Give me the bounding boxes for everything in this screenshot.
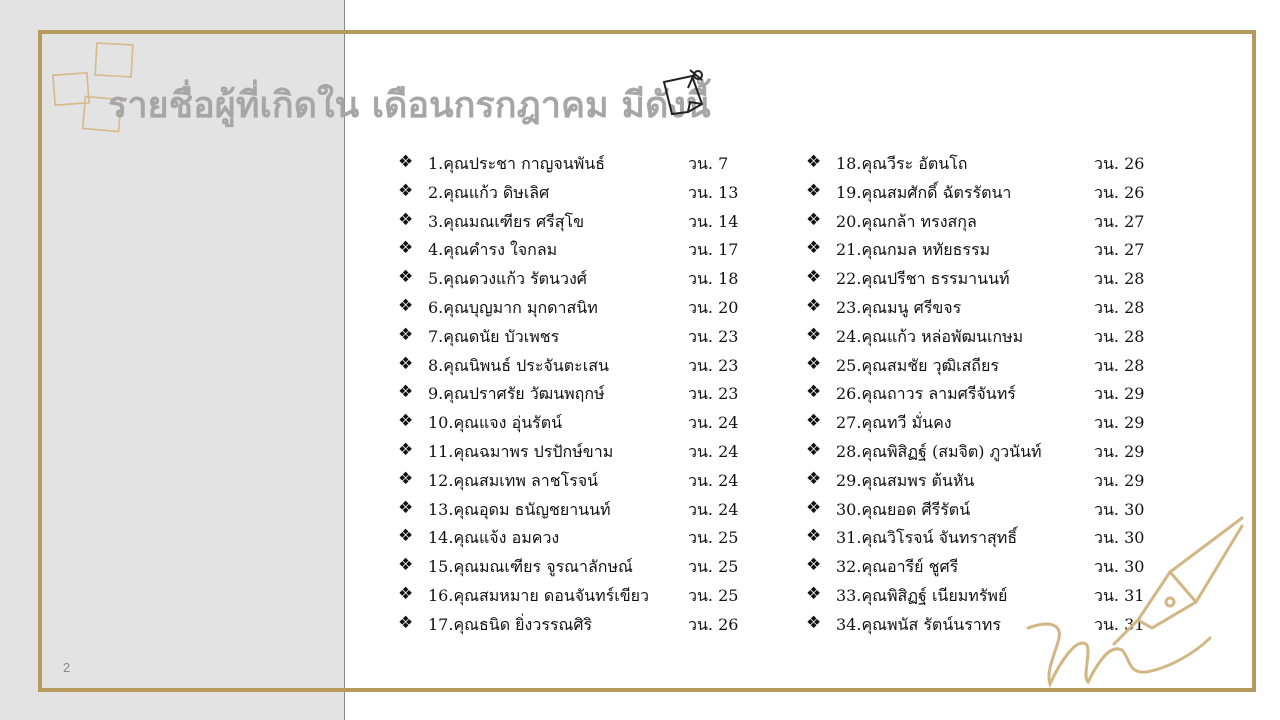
person-name: 21.คุณกมล หทัยธรรม (836, 240, 991, 260)
birth-date: วน. 23 (688, 326, 739, 346)
person-name: 15.คุณมณเฑียร จูรณาลักษณ์ (428, 557, 633, 577)
diamond-bullet-icon: ❖ (806, 152, 822, 172)
birth-date: วน. 28 (1094, 269, 1145, 289)
diamond-bullet-icon: ❖ (806, 295, 822, 316)
birth-date: วน. 23 (688, 355, 739, 375)
person-name: 29.คุณสมพร ต้นหัน (836, 470, 975, 490)
person-name: 12.คุณสมเทพ ลาชโรจน์ (428, 470, 599, 490)
person-name: 3.คุณมณเฑียร ศรีสุโข (428, 211, 585, 231)
diamond-bullet-icon: ❖ (398, 267, 414, 288)
diamond-bullet-icon: ❖ (806, 180, 822, 201)
person-name: 19.คุณสมศักดิ์ ฉัตรรัตนา (836, 182, 1012, 202)
diamond-bullet-icon: ❖ (398, 439, 414, 460)
person-name: 27.คุณทวี มั่นคง (836, 413, 952, 433)
birth-date: วน. 27 (1094, 240, 1145, 260)
diamond-bullet-icon: ❖ (806, 267, 822, 288)
person-name: 9.คุณปราศรัย วัฒนพฤกษ์ (428, 384, 605, 404)
birth-date: วน. 29 (1094, 470, 1145, 490)
person-name: 4.คุณคำรง ใจกลม (428, 240, 558, 260)
diamond-bullet-icon: ❖ (398, 555, 414, 576)
person-name: 16.คุณสมหมาย ดอนจันทร์เขียว (428, 585, 649, 605)
birth-date: วน. 31 (1094, 585, 1145, 605)
person-name: 8.คุณนิพนธ์ ประจันตะเสน (428, 355, 609, 375)
birth-date: วน. 29 (1094, 384, 1145, 404)
birth-date: วน. 28 (1094, 355, 1145, 375)
birth-date: วน. 31 (1094, 614, 1145, 634)
birth-date: วน. 24 (688, 441, 739, 461)
birth-date: วน. 24 (688, 413, 739, 433)
diamond-bullet-icon: ❖ (398, 353, 414, 374)
person-name: 31.คุณวิโรจน์ จันทราสุทธิ์ (836, 528, 1018, 548)
diamond-bullet-icon: ❖ (806, 209, 822, 230)
slide-title: รายชื่อผู้ที่เกิดใน เดือนกรกฎาคม มีดังนี้ (108, 84, 711, 126)
person-name: 25.คุณสมชัย วุฒิเสถียร (836, 355, 999, 375)
person-name: 32.คุณอารีย์ ชูศรี (836, 557, 959, 577)
diamond-bullet-icon: ❖ (806, 555, 822, 576)
person-name: 26.คุณถาวร ลามศรีจันทร์ (836, 384, 1016, 404)
birth-date: วน. 26 (1094, 154, 1145, 173)
diamond-bullet-icon: ❖ (806, 612, 822, 633)
person-name: 20.คุณกล้า ทรงสกุล (836, 211, 977, 231)
diamond-bullet-icon: ❖ (806, 439, 822, 460)
person-name: 23.คุณมนู ศรีขจร (836, 297, 962, 317)
diamond-bullet-icon: ❖ (806, 382, 822, 403)
diamond-bullet-icon: ❖ (398, 583, 414, 604)
birth-date: วน. 29 (1094, 441, 1145, 461)
diamond-bullet-icon: ❖ (806, 238, 822, 259)
diamond-bullet-icon: ❖ (398, 295, 414, 316)
person-name: 22.คุณปรีชา ธรรมานนท์ (836, 269, 1010, 289)
person-name: 34.คุณพนัส รัตน์นราทร (836, 614, 1001, 634)
person-name: 11.คุณฉมาพร ปรปักษ์ขาม (428, 441, 614, 461)
page-number: 2 (63, 660, 71, 675)
person-name: 10.คุณแจง อุ่นรัตน์ (428, 413, 563, 433)
diamond-bullet-icon: ❖ (398, 209, 414, 230)
birth-date: วน. 18 (688, 269, 739, 289)
birth-date: วน. 30 (1094, 528, 1145, 548)
person-name: 6.คุณบุญมาก มุกดาสนิท (428, 297, 598, 317)
birth-date: วน. 14 (688, 211, 739, 231)
birth-date: วน. 25 (688, 585, 739, 605)
birth-date: วน. 26 (688, 614, 739, 634)
birth-date: วน. 20 (688, 297, 739, 317)
birth-date: วน. 25 (688, 557, 739, 577)
birth-date: วน. 24 (688, 499, 739, 519)
diamond-bullet-icon: ❖ (398, 468, 414, 489)
birth-date: วน. 25 (688, 528, 739, 548)
person-name: 30.คุณยอด ศีรีรัตน์ (836, 499, 971, 519)
person-name: 17.คุณธนิด ยิ่งวรรณศิริ (428, 614, 593, 634)
birth-date: วน. 13 (688, 182, 739, 202)
diamond-bullet-icon: ❖ (806, 411, 822, 432)
diamond-bullet-icon: ❖ (398, 526, 414, 547)
birth-date: วน. 30 (1094, 557, 1145, 577)
birth-date: วน. 29 (1094, 413, 1145, 433)
diamond-bullet-icon: ❖ (398, 180, 414, 201)
birth-date: วน. 28 (1094, 297, 1145, 317)
birth-date: วน. 28 (1094, 326, 1145, 346)
sticky-note-pin-icon (658, 64, 712, 118)
birth-date: วน. 30 (1094, 499, 1145, 519)
birth-date: วน. 27 (1094, 211, 1145, 231)
person-name: 18.คุณวีระ อัตนโถ (836, 154, 968, 173)
diamond-bullet-icon: ❖ (398, 497, 414, 518)
person-name: 24.คุณแก้ว หล่อพัฒนเกษม (836, 326, 1024, 346)
diamond-bullet-icon: ❖ (398, 238, 414, 259)
birth-date: วน. 26 (1094, 182, 1145, 202)
diamond-bullet-icon: ❖ (398, 324, 414, 345)
diamond-bullet-icon: ❖ (398, 411, 414, 432)
birth-date: วน. 7 (688, 154, 729, 173)
person-name: 13.คุณอุดม ธนัญชยานนท์ (428, 499, 611, 519)
person-name: 14.คุณแจ้ง อมควง (428, 528, 560, 548)
diamond-bullet-icon: ❖ (806, 526, 822, 547)
diamond-bullet-icon: ❖ (806, 324, 822, 345)
birth-date: วน. 23 (688, 384, 739, 404)
person-name: 5.คุณดวงแก้ว รัตนวงศ์ (428, 269, 587, 289)
birth-date: วน. 24 (688, 470, 739, 490)
person-name: 33.คุณพิสิฏฐ์ เนียมทรัพย์ (836, 585, 1008, 605)
person-name: 1.คุณประชา กาญจนพันธ์ (428, 154, 605, 173)
fountain-pen-nib-icon (1020, 512, 1248, 692)
person-name: 28.คุณพิสิฏฐ์ (สมจิต) ภูวนันท์ (836, 441, 1042, 461)
diamond-bullet-icon: ❖ (806, 497, 822, 518)
diamond-bullet-icon: ❖ (398, 382, 414, 403)
birth-date: วน. 17 (688, 240, 739, 260)
diamond-bullet-icon: ❖ (398, 612, 414, 633)
diamond-bullet-icon: ❖ (806, 583, 822, 604)
person-name: 7.คุณดนัย บัวเพชร (428, 326, 560, 346)
diamond-bullet-icon: ❖ (806, 353, 822, 374)
person-name: 2.คุณแก้ว ดิษเลิศ (428, 182, 550, 202)
diamond-bullet-icon: ❖ (398, 152, 414, 172)
diamond-bullet-icon: ❖ (806, 468, 822, 489)
